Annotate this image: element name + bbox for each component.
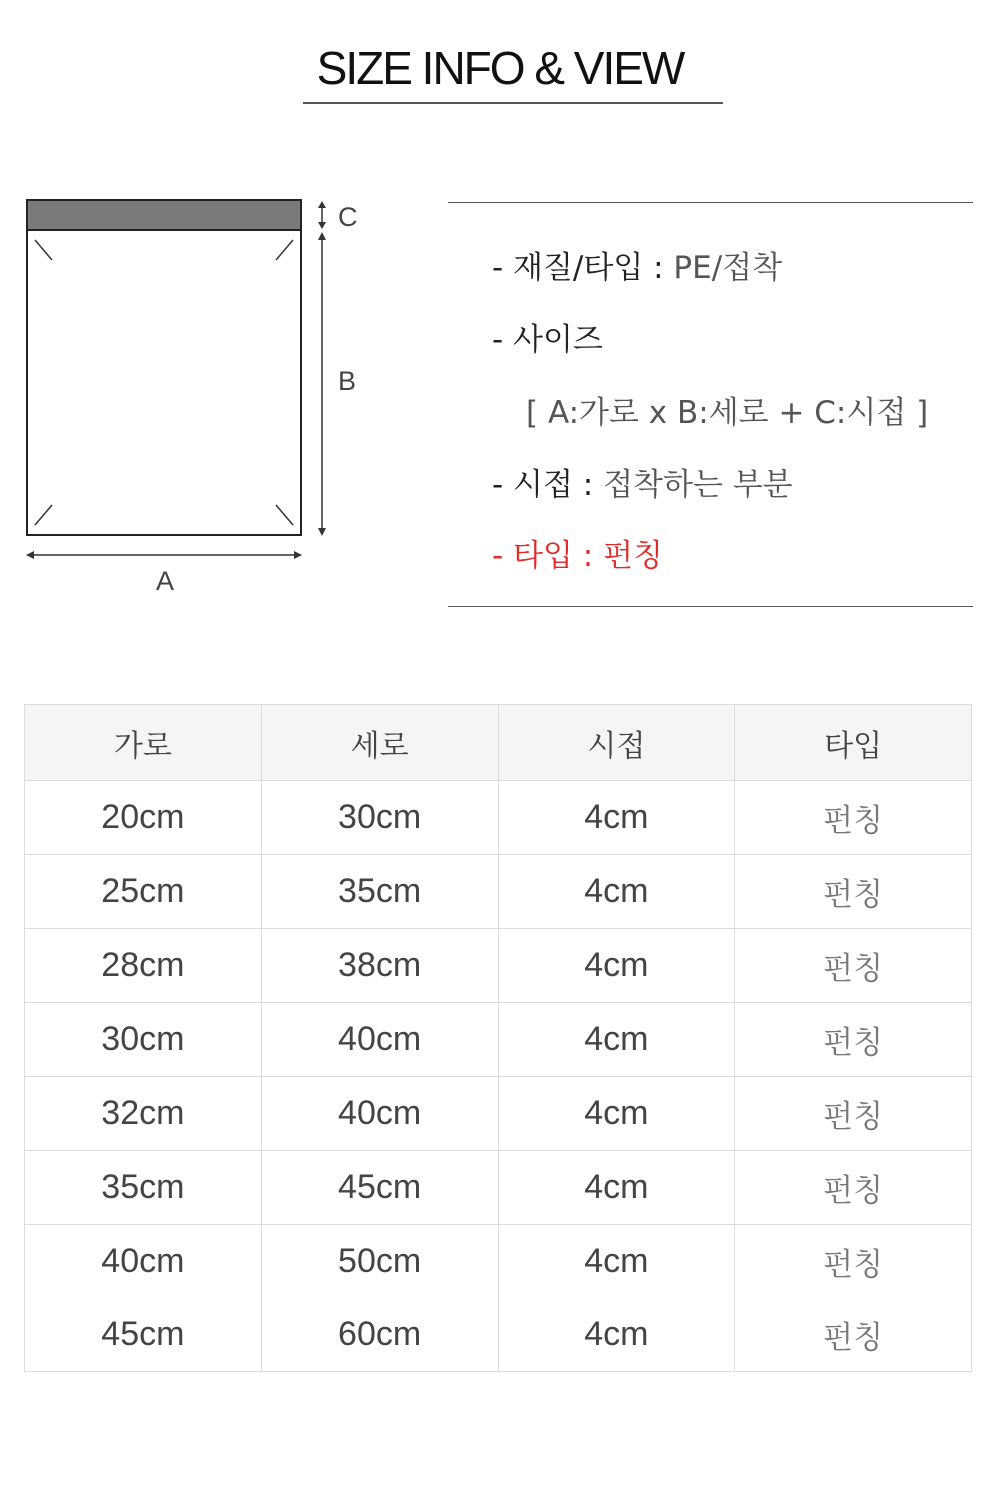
size-label: - 사이즈	[492, 322, 603, 358]
seam-label: - 시접 :	[492, 467, 604, 503]
size-table	[24, 704, 972, 1372]
cell-type: 펀칭	[735, 781, 972, 855]
cell-seam: 4cm	[498, 929, 735, 1003]
cell-height: 50cm	[261, 1225, 498, 1299]
cell-height: 45cm	[261, 1151, 498, 1225]
cell-type: 펀칭	[735, 1298, 972, 1372]
cell-height: 35cm	[261, 855, 498, 929]
label-c: C	[338, 202, 358, 232]
dimension-arrow-a	[26, 551, 302, 559]
info-top-rule	[448, 202, 973, 203]
seam-line	[492, 465, 793, 505]
bag-diagram	[0, 180, 420, 620]
table-row	[25, 1003, 972, 1077]
cell-width: 40cm	[25, 1225, 262, 1299]
seam-value: 접착하는 부분	[603, 467, 793, 503]
bag-body	[27, 230, 301, 535]
dimension-arrow-b	[318, 232, 326, 536]
type-label: - 타입 :	[492, 538, 604, 574]
cell-width: 25cm	[25, 855, 262, 929]
cell-height: 60cm	[261, 1298, 498, 1372]
table-row	[25, 1225, 972, 1299]
size-formula-line	[492, 393, 928, 433]
cell-type: 펀칭	[735, 1077, 972, 1151]
table-header-row	[25, 705, 972, 781]
cell-seam: 4cm	[498, 1077, 735, 1151]
table-row	[25, 855, 972, 929]
dimension-arrow-c	[318, 201, 326, 229]
title-underline	[303, 102, 723, 104]
cell-width: 45cm	[25, 1298, 262, 1372]
cell-seam: 4cm	[498, 1225, 735, 1299]
cell-seam: 4cm	[498, 1298, 735, 1372]
cell-type: 펀칭	[735, 929, 972, 1003]
table-row	[25, 929, 972, 1003]
table-row	[25, 1151, 972, 1225]
type-line	[492, 536, 663, 576]
label-b: B	[338, 366, 357, 396]
table-row	[25, 1077, 972, 1151]
size-formula: [ A:가로 x B:세로 + C:시접 ]	[526, 395, 929, 431]
table-row	[25, 781, 972, 855]
cell-type: 펀칭	[735, 855, 972, 929]
material-line	[492, 248, 782, 288]
cell-width: 30cm	[25, 1003, 262, 1077]
header-width: 가로	[25, 705, 262, 781]
label-a: A	[156, 566, 175, 596]
cell-seam: 4cm	[498, 781, 735, 855]
cell-width: 20cm	[25, 781, 262, 855]
material-value: PE/접착	[673, 250, 783, 286]
material-label: - 재질/타입 :	[492, 250, 674, 286]
cell-height: 38cm	[261, 929, 498, 1003]
table-row	[25, 1298, 972, 1372]
cell-type: 펀칭	[735, 1151, 972, 1225]
type-value: 펀칭	[603, 538, 663, 574]
adhesive-flap	[27, 200, 301, 230]
header-height: 세로	[261, 705, 498, 781]
cell-seam: 4cm	[498, 1003, 735, 1077]
cell-width: 28cm	[25, 929, 262, 1003]
header-seam: 시접	[498, 705, 735, 781]
cell-height: 30cm	[261, 781, 498, 855]
cell-height: 40cm	[261, 1077, 498, 1151]
cell-type: 펀칭	[735, 1225, 972, 1299]
header-type: 타입	[735, 705, 972, 781]
cell-width: 35cm	[25, 1151, 262, 1225]
cell-height: 40cm	[261, 1003, 498, 1077]
cell-type: 펀칭	[735, 1003, 972, 1077]
page-title: SIZE INFO & VIEW	[316, 42, 684, 94]
cell-seam: 4cm	[498, 1151, 735, 1225]
cell-seam: 4cm	[498, 855, 735, 929]
info-bottom-rule	[448, 606, 973, 607]
size-line	[492, 320, 603, 360]
bag-diagram-svg	[0, 180, 420, 620]
cell-width: 32cm	[25, 1077, 262, 1151]
